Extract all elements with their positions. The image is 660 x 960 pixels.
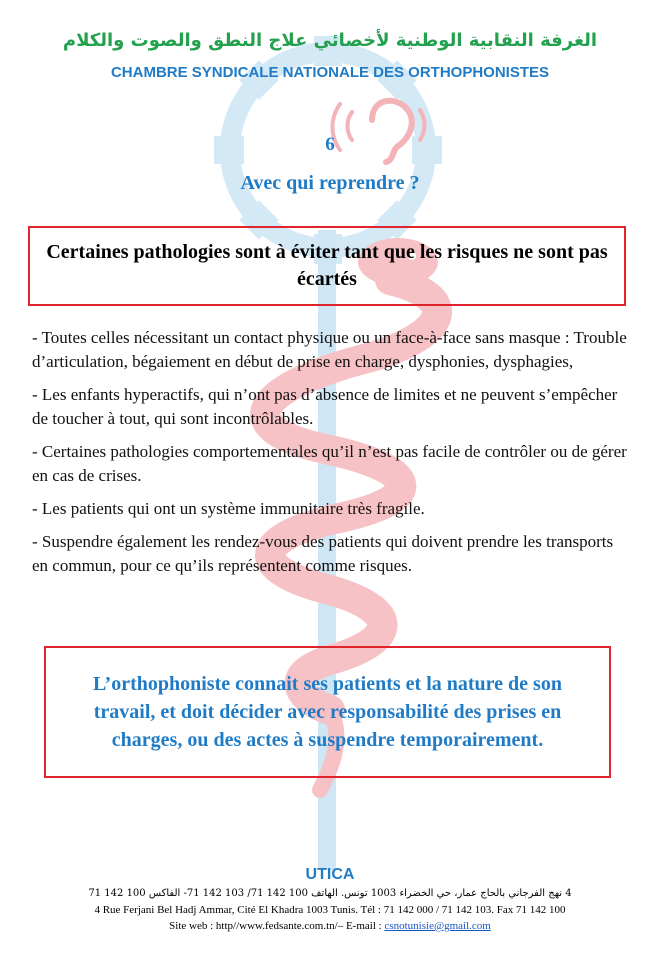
list-item: - Certaines pathologies comportementales qu’il n’est pas facile de contrôler ou de gérer en cas de crises. xyxy=(32,442,627,485)
french-title: CHAMBRE SYNDICALE NATIONALE DES ORTHOPHONISTES xyxy=(110,64,550,81)
section-subtitle: Avec qui reprendre ? xyxy=(240,172,420,194)
conclusion-box xyxy=(44,646,611,778)
page-number: 6 xyxy=(325,134,335,155)
email-link[interactable]: csnotunisie@gmail.com xyxy=(384,920,491,932)
pathology-list xyxy=(32,326,632,587)
conclusion-text: L’orthophoniste connait ses patients et la nature de son travail, et doit décider avec responsabilité des prises en charges, ou des actes à suspendre temporairement. xyxy=(93,673,562,751)
list-item: - Suspendre également les rendez-vous des patients qui doivent prendre les transports en commun, pour ce qu’ils représentent comme risques. xyxy=(32,532,614,575)
list-item: - Les patients qui ont un système immunitaire très fragile. xyxy=(32,499,425,518)
arabic-title: الغرفة النقابية الوطنية لأخصائي علاج النطق والصوت والكلام xyxy=(62,30,598,51)
highlight-box xyxy=(28,226,626,306)
footer-brand: UTICA xyxy=(305,866,355,883)
footer-address: 4 Rue Ferjani Bel Hadj Ammar, Cité El Khadra 1003 Tunis. Tél : 71 142 000 / 71 142 103. Fax 71 142 100 xyxy=(94,904,566,916)
list-item: - Toutes celles nécessitant un contact physique ou un face-à-face sans masque : Trouble d’articulation, bégaiement en début de prise en charge, dysphonies, dysphagies, xyxy=(32,328,627,371)
footer-contact xyxy=(0,920,660,932)
website-text: Site web : http//www.fedsante.com.tn/– E-mail : xyxy=(169,920,385,932)
list-item: - Les enfants hyperactifs, qui n’ont pas d’absence de limites et ne peuvent s’empêcher de toucher à tout, qui sont incontrôlables. xyxy=(32,385,618,428)
highlight-text: Certaines pathologies sont à éviter tant que les risques ne sont pas écartés xyxy=(46,241,608,290)
footer-arabic-address: 4 نهج الفرجاني بالحاج عمار، حي الخضراء 1003 تونس. الهاتف 100 142 71/ 103 142 71- الفاكس 100 142 71 xyxy=(88,888,572,899)
